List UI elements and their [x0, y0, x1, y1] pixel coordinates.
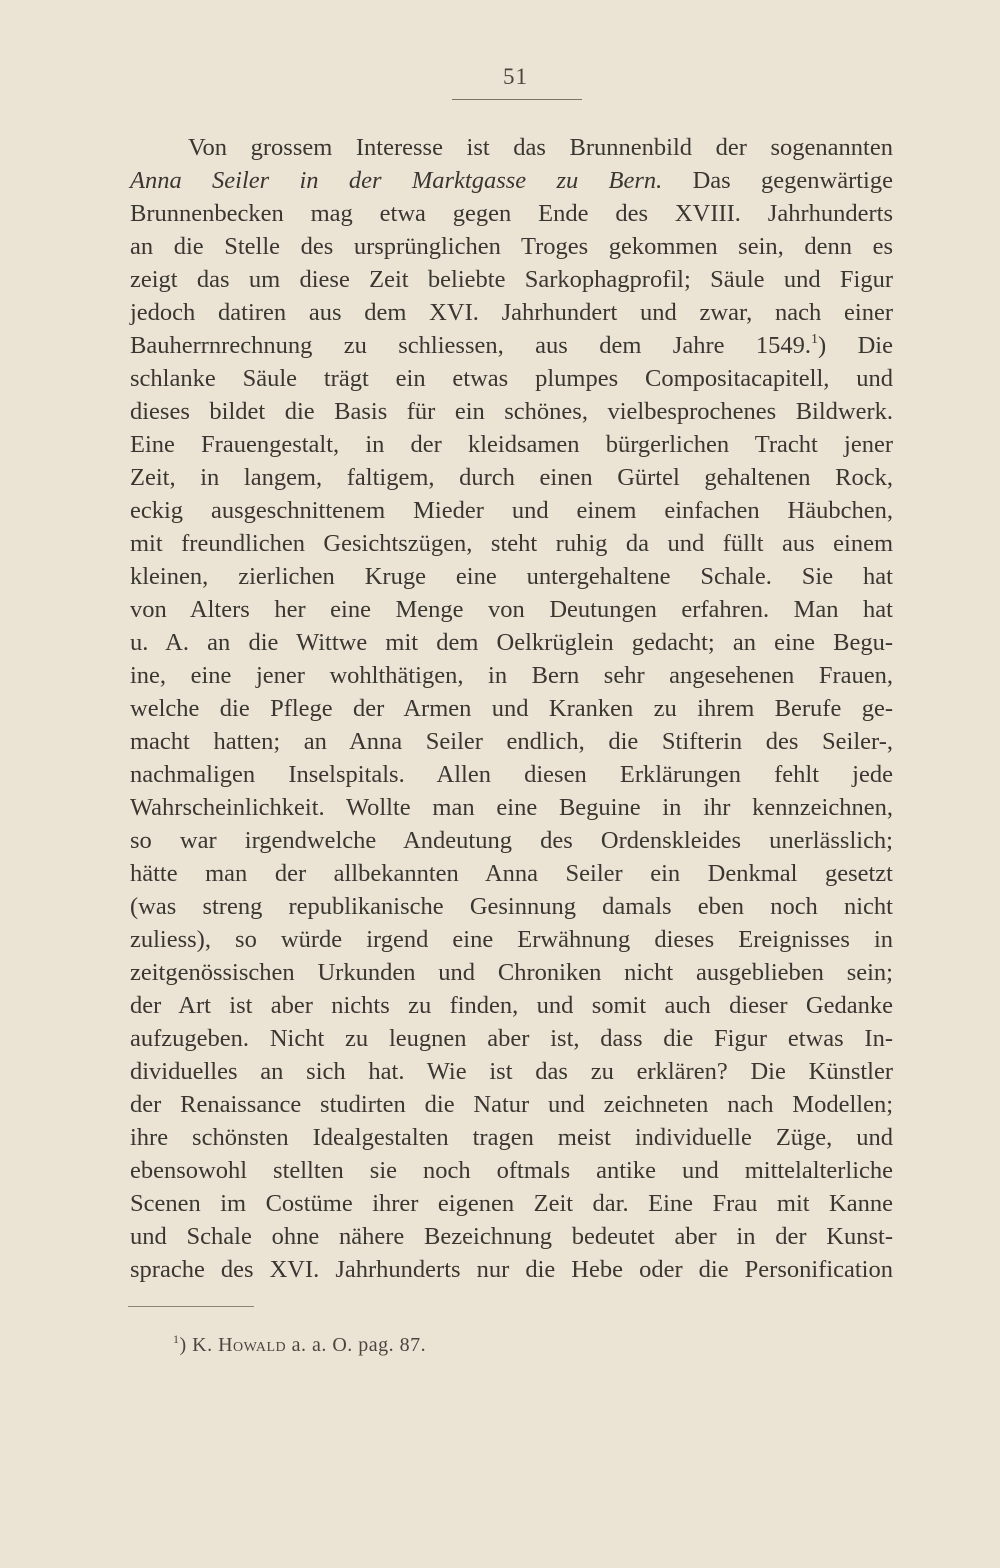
header-rule: [452, 99, 582, 100]
text-line: [130, 1055, 893, 1089]
line-text: ebensowohl stellten sie noch oftmals antike und mittelalterliche: [130, 1157, 893, 1184]
footnote-marker: 1: [173, 1332, 180, 1346]
text-line: [130, 857, 893, 891]
footnote-marker-close: ): [179, 1334, 187, 1356]
text-line: [130, 230, 893, 264]
text-line: [130, 329, 893, 363]
text-line: [130, 593, 893, 627]
text-line: [130, 362, 893, 396]
footnote-reference-marker: 1: [811, 332, 819, 347]
footnote-reference: a. a. O. pag. 87.: [286, 1334, 427, 1356]
text-line: [130, 956, 893, 990]
line-text: ) Die: [818, 332, 893, 359]
text-line: [130, 1220, 893, 1254]
footnote-rule: [128, 1306, 254, 1307]
line-text: aufzugeben. Nicht zu leugnen aber ist, dass die Figur etwas In-: [130, 1025, 893, 1052]
text-line: [130, 1022, 893, 1056]
footnote: [173, 1330, 426, 1360]
text-line: [130, 1088, 893, 1122]
line-text: zeigt das um diese Zeit beliebte Sarkophagprofil; Säule und Figur: [130, 266, 893, 293]
line-text: Bauherrnrechnung zu schliessen, aus dem Jahre 1549.: [130, 332, 812, 359]
line-text: Eine Frauengestalt, in der kleidsamen bürgerlichen Tracht jener: [130, 431, 893, 458]
line-text: Wahrscheinlichkeit. Wollte man eine Beguine in ihr kennzeichnen,: [130, 794, 893, 821]
line-text: Von grossem Interesse ist das Brunnenbild der sogenannten: [188, 134, 893, 161]
text-line: [130, 725, 893, 759]
text-line: [130, 989, 893, 1023]
line-text: macht hatten; an Anna Seiler endlich, die Stifterin des Seiler-,: [130, 728, 893, 755]
text-line: [130, 1154, 893, 1188]
line-text: der Renaissance studirten die Natur und zeichneten nach Modellen;: [130, 1091, 893, 1118]
line-text: ine, eine jener wohlthätigen, in Bern sehr angesehenen Frauen,: [130, 662, 893, 689]
line-text: sprache des XVI. Jahrhunderts nur die Hebe oder die Personification: [130, 1256, 893, 1283]
text-line: [130, 197, 893, 231]
line-text: und Schale ohne nähere Bezeichnung bedeutet aber in der Kunst-: [130, 1223, 893, 1250]
text-line: [130, 692, 893, 726]
text-line: [130, 296, 893, 330]
line-text: (was streng republikanische Gesinnung damals eben noch nicht: [130, 893, 893, 920]
text-line: [130, 626, 893, 660]
text-line: [130, 890, 893, 924]
line-text: u. A. an die Wittwe mit dem Oelkrüglein gedacht; an eine Begu-: [130, 629, 893, 656]
text-line: [130, 758, 893, 792]
text-line: [130, 164, 893, 198]
text-line: [130, 527, 893, 561]
text-line: [130, 395, 893, 429]
text-line: [130, 263, 893, 297]
line-text: an die Stelle des ursprünglichen Troges gekommen sein, denn es: [130, 233, 893, 260]
text-line: [130, 1187, 893, 1221]
footnote-author: K. Howald: [192, 1334, 287, 1356]
text-line: [130, 461, 893, 495]
text-line: [130, 428, 893, 462]
line-text: dividuelles an sich hat. Wie ist das zu erklären? Die Künstler: [130, 1058, 893, 1085]
line-text: schlanke Säule trägt ein etwas plumpes Compositacapitell, und: [130, 365, 893, 392]
line-text: Scenen im Costüme ihrer eigenen Zeit dar. Eine Frau mit Kanne: [130, 1190, 893, 1217]
italic-text: Anna Seiler in der Marktgasse zu Bern.: [130, 167, 663, 194]
page-number: 51: [503, 64, 528, 89]
line-text: eckig ausgeschnittenem Mieder und einem einfachen Häubchen,: [130, 497, 893, 524]
line-text: Das gegenwärtige: [662, 167, 893, 194]
line-text: zeitgenössischen Urkunden und Chroniken nicht ausgeblieben sein;: [130, 959, 893, 986]
line-text: welche die Pflege der Armen und Kranken zu ihrem Berufe ge-: [130, 695, 893, 722]
line-text: ihre schönsten Idealgestalten tragen meist individuelle Züge, und: [130, 1124, 893, 1151]
text-line: [130, 494, 893, 528]
line-text: Zeit, in langem, faltigem, durch einen Gürtel gehaltenen Rock,: [130, 464, 893, 491]
text-line: [130, 1253, 893, 1287]
line-text: Brunnenbecken mag etwa gegen Ende des XVIII. Jahrhunderts: [130, 200, 893, 227]
line-text: jedoch datiren aus dem XVI. Jahrhundert und zwar, nach einer: [130, 299, 893, 326]
line-text: der Art ist aber nichts zu finden, und somit auch dieser Gedanke: [130, 992, 893, 1019]
line-text: kleinen, zierlichen Kruge eine untergehaltene Schale. Sie hat: [130, 563, 893, 590]
text-line: [130, 824, 893, 858]
text-line: [130, 659, 893, 693]
line-text: dieses bildet die Basis für ein schönes, vielbesprochenes Bildwerk.: [130, 398, 893, 425]
text-line: [188, 131, 893, 165]
line-text: nachmaligen Inselspitals. Allen diesen Erklärungen fehlt jede: [130, 761, 893, 788]
line-text: von Alters her eine Menge von Deutungen erfahren. Man hat: [130, 596, 893, 623]
text-line: [130, 791, 893, 825]
text-line: [130, 1121, 893, 1155]
line-text: zuliess), so würde irgend eine Erwähnung dieses Ereignisses in: [130, 926, 893, 953]
line-text: so war irgendwelche Andeutung des Ordenskleides unerlässlich;: [130, 827, 893, 854]
text-line: [130, 560, 893, 594]
text-line: [130, 923, 893, 957]
line-text: hätte man der allbekannten Anna Seiler ein Denkmal gesetzt: [130, 860, 893, 887]
line-text: mit freundlichen Gesichtszügen, steht ruhig da und füllt aus einem: [130, 530, 893, 557]
